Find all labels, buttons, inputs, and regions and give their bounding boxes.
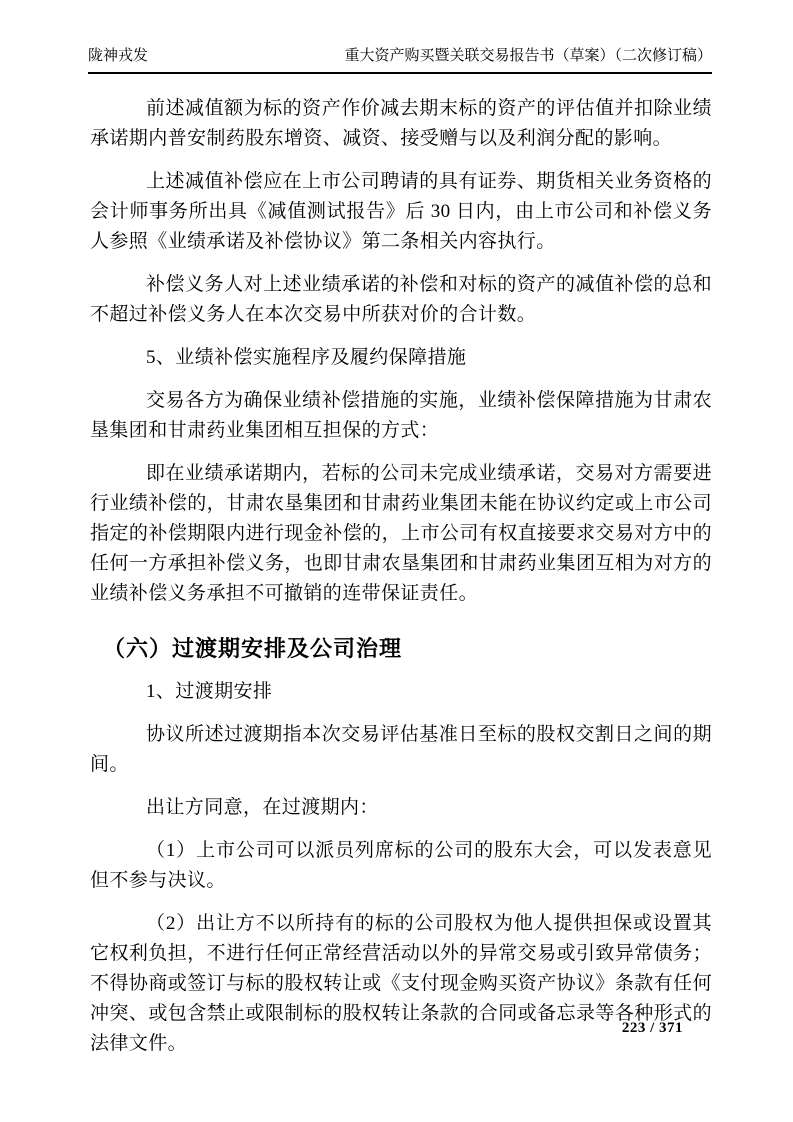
paragraph-impairment-compensation: 上述减值补偿应在上市公司聘请的具有证券、期货相关业务资格的会计师事务所出具《减值测试报告》后 30 日内，由上市公司和补偿义务人参照《业绩承诺及补偿协议》第二条相关内容执行。 xyxy=(90,171,712,252)
paragraph-item-2: （2）出让方不以所持有的标的公司股权为他人提供担保或设置其它权利负担，不进行任何正常经营活动以外的异常交易或引致异常债务；不得协商或签订与标的股权转让或《支付现金购买资产协议》条款有任何冲突、或包含禁止或限制标的股权转让条款的合同或备忘录等各种形式的法律文件。 xyxy=(90,913,712,1054)
page-number: 223 / 371 xyxy=(621,1020,683,1036)
header-company-short-name: 陇神戎发 xyxy=(88,48,149,64)
paragraph-transferor-agrees: 出让方同意，在过渡期内： xyxy=(146,797,379,818)
document-body xyxy=(90,94,712,1059)
paragraph-compensation-cap: 补偿义务人对上述业绩承诺的补偿和对标的资产的减值补偿的总和不超过补偿义务人在本次交易中所获对价的合计数。 xyxy=(90,274,712,325)
subheading-5-performance-compensation: 5、业绩补偿实施程序及履约保障措施 xyxy=(146,347,467,368)
subheading-1-transition-arrangement: 1、过渡期安排 xyxy=(146,681,273,702)
paragraph-transition-definition: 协议所述过渡期指本次交易评估基准日至标的股权交割日之间的期间。 xyxy=(90,724,712,775)
header-report-title: 重大资产购买暨关联交易报告书（草案）（二次修订稿） xyxy=(344,48,712,64)
page-header xyxy=(88,46,712,74)
heading-6-transition-period: （六）过渡期安排及公司治理 xyxy=(103,636,403,661)
paragraph-impairment-amount: 前述减值额为标的资产作价减去期末标的资产的评估值并扣除业绩承诺期内普安制药股东增资、减资、接受赠与以及利润分配的影响。 xyxy=(90,98,712,149)
paragraph-joint-guarantee-detail: 即在业绩承诺期内，若标的公司未完成业绩承诺，交易对方需要进行业绩补偿的，甘肃农垦集团和甘肃药业集团未能在协议约定或上市公司指定的补偿期限内进行现金补偿的，上市公司有权直接要求交易对方中的任何一方承担补偿义务，也即甘肃农垦集团和甘肃药业集团互相为对方的业绩补偿义务承担不可撤销的连带保证责任。 xyxy=(90,463,712,604)
paragraph-guarantee-method: 交易各方为确保业绩补偿措施的实施，业绩补偿保障措施为甘肃农垦集团和甘肃药业集团相互担保的方式： xyxy=(90,390,712,441)
paragraph-item-1: （1）上市公司可以派员列席标的公司的股东大会，可以发表意见但不参与决议。 xyxy=(90,840,712,891)
